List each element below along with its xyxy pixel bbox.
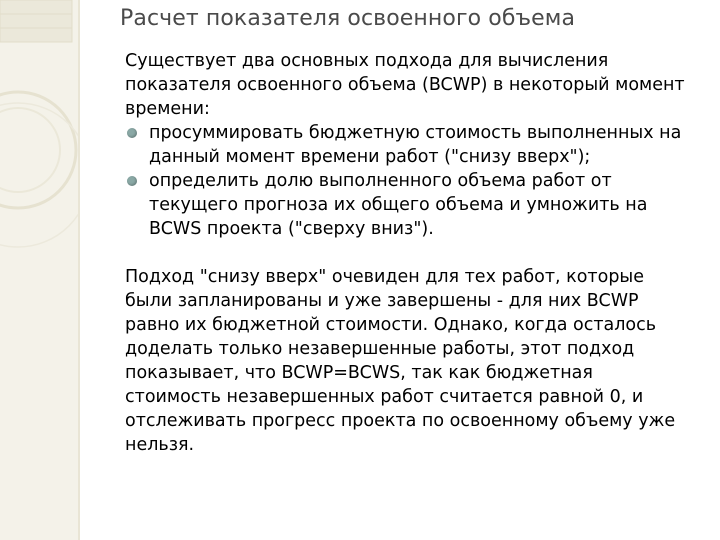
decorative-circles bbox=[0, 0, 78, 540]
bullet-dot-icon bbox=[127, 176, 137, 186]
bullet-text: просуммировать бюджетную стоимость выполненных на данный момент времени работ ("снизу вверх"); bbox=[149, 123, 682, 167]
slide-title: Расчет показателя освоенного объема bbox=[120, 6, 576, 31]
decorative-sidebar bbox=[0, 0, 78, 540]
bullet-text: определить долю выполненного объема работ от текущего прогноза их общего объема и умножить на BCWS проекта ("сверху вниз"). bbox=[149, 171, 648, 239]
bullet-item bbox=[125, 121, 685, 169]
bullet-item bbox=[125, 169, 685, 241]
bullet-dot-icon bbox=[127, 128, 137, 138]
bullet-list bbox=[125, 121, 685, 241]
sidebar-divider bbox=[78, 0, 80, 540]
intro-paragraph: Существует два основных подхода для вычисления показателя освоенного объема (BCWP) в некоторый момент времени: bbox=[125, 51, 685, 119]
slide-content bbox=[125, 49, 685, 457]
closing-paragraph: Подход "снизу вверх" очевиден для тех работ, которые были запланированы и уже завершены - для них BCWP равно их бюджетной стоимости. Однако, когда осталось доделать только незавершенные работы, этот подход показывает, что BCWP=BCWS, так как бюджетная стоимость незавершенных работ считается равной 0, и отслеживать прогресс проекта по освоенному объему уже нельзя. bbox=[125, 267, 676, 455]
